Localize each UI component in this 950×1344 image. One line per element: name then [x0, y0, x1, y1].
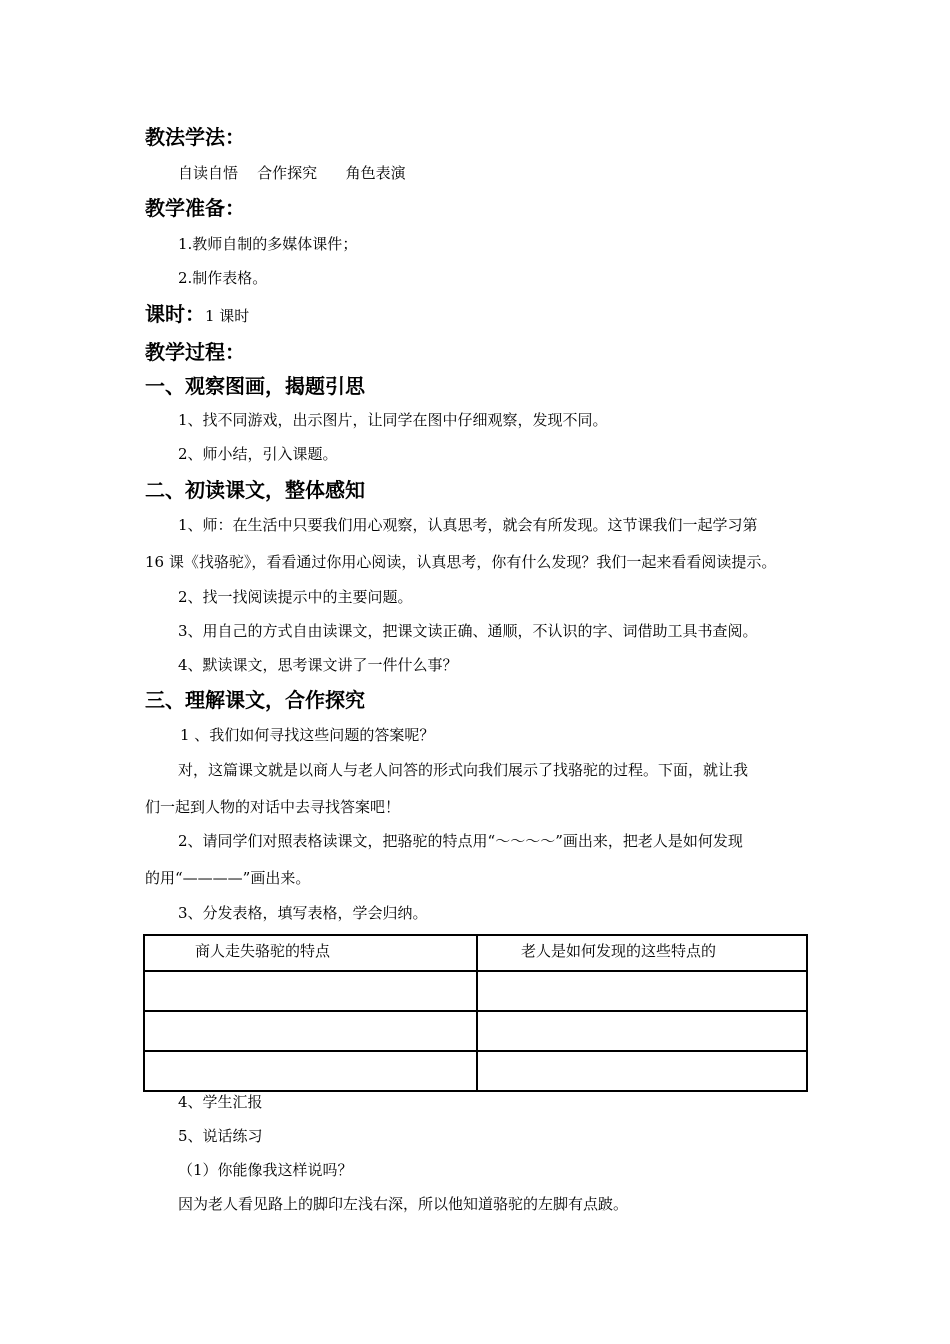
table-header-cell: [477, 935, 807, 971]
table-cell[interactable]: [477, 971, 807, 1011]
table-cell[interactable]: [477, 1051, 807, 1091]
section3-para-line-1: 对，这篇课文就是以商人与老人问答的形式向我们展示了找骆驼的过程。下面，就让我: [178, 761, 749, 779]
section3-para-line-2: 们一起到人物的对话中去寻找答案吧！: [145, 798, 401, 816]
period-value: 1 课时: [205, 307, 250, 325]
section1-heading: 一、观察图画，揭题引思: [145, 374, 365, 398]
feature-table: [143, 934, 808, 1092]
section2-item-4: 4、默读课文，思考课文讲了一件什么事？: [178, 656, 458, 674]
table-row: [144, 1011, 807, 1051]
prep-item-1: 1.教师自制的多媒体课件；: [178, 235, 358, 253]
table-header-cell: [144, 935, 477, 971]
section2-item-1-line-2: 16 课《找骆驼》，看看通过你用心阅读，认真思考，你有什么发现？我们一起来看看阅读提示。: [145, 553, 777, 571]
table-row: [144, 971, 807, 1011]
process-heading: 教学过程：: [145, 340, 245, 364]
section3-example: 因为老人看见路上的脚印左浅右深，所以他知道骆驼的左脚有点跛。: [178, 1195, 629, 1213]
method-heading: 教法学法：: [145, 125, 245, 149]
section2-item-2: 2、找一找阅读提示中的主要问题。: [178, 588, 413, 606]
section3-item-2-line-2: 的用“————”画出来。: [145, 869, 311, 887]
table-header-label: 商人走失骆驼的特点: [195, 942, 331, 960]
section3-item-1: 1 、我们如何寻找这些问题的答案呢？: [180, 726, 435, 744]
table-cell[interactable]: [477, 1011, 807, 1051]
section3-sub-1: （1）你能像我这样说吗？: [178, 1161, 353, 1179]
section3-heading: 三、理解课文，合作探究: [145, 688, 365, 712]
table-header-label: 老人是如何发现的这些特点的: [521, 942, 717, 960]
prep-heading: 教学准备：: [145, 196, 245, 220]
period-line: [145, 302, 249, 328]
table-cell[interactable]: [144, 1051, 477, 1091]
section2-heading: 二、初读课文，整体感知: [145, 478, 365, 502]
section2-item-3: 3、用自己的方式自由读课文，把课文读正确、通顺，不认识的字、词借助工具书查阅。: [178, 622, 758, 640]
table-cell[interactable]: [144, 1011, 477, 1051]
section3-item-2-line-1: 2、请同学们对照表格读课文，把骆驼的特点用“～～～～”画出来，把老人是如何发现: [178, 832, 743, 850]
section1-item-2: 2、师小结，引入课题。: [178, 445, 338, 463]
section3-item-4: 4、学生汇报: [178, 1093, 263, 1111]
section3-item-5: 5、说话练习: [178, 1127, 263, 1145]
section1-item-1: 1、找不同游戏，出示图片，让同学在图中仔细观察，发现不同。: [178, 411, 608, 429]
table-cell[interactable]: [144, 971, 477, 1011]
table-header-row: [144, 935, 807, 971]
period-heading: 课时：: [145, 302, 205, 326]
method-line: 自读自悟 合作探究 角色表演: [178, 164, 406, 182]
section2-item-1-line-1: 1、师：在生活中只要我们用心观察，认真思考，就会有所发现。这节课我们一起学习第: [178, 516, 758, 534]
prep-item-2: 2.制作表格。: [178, 269, 268, 287]
table-row: [144, 1051, 807, 1091]
section3-item-3: 3、分发表格，填写表格，学会归纳。: [178, 904, 428, 922]
